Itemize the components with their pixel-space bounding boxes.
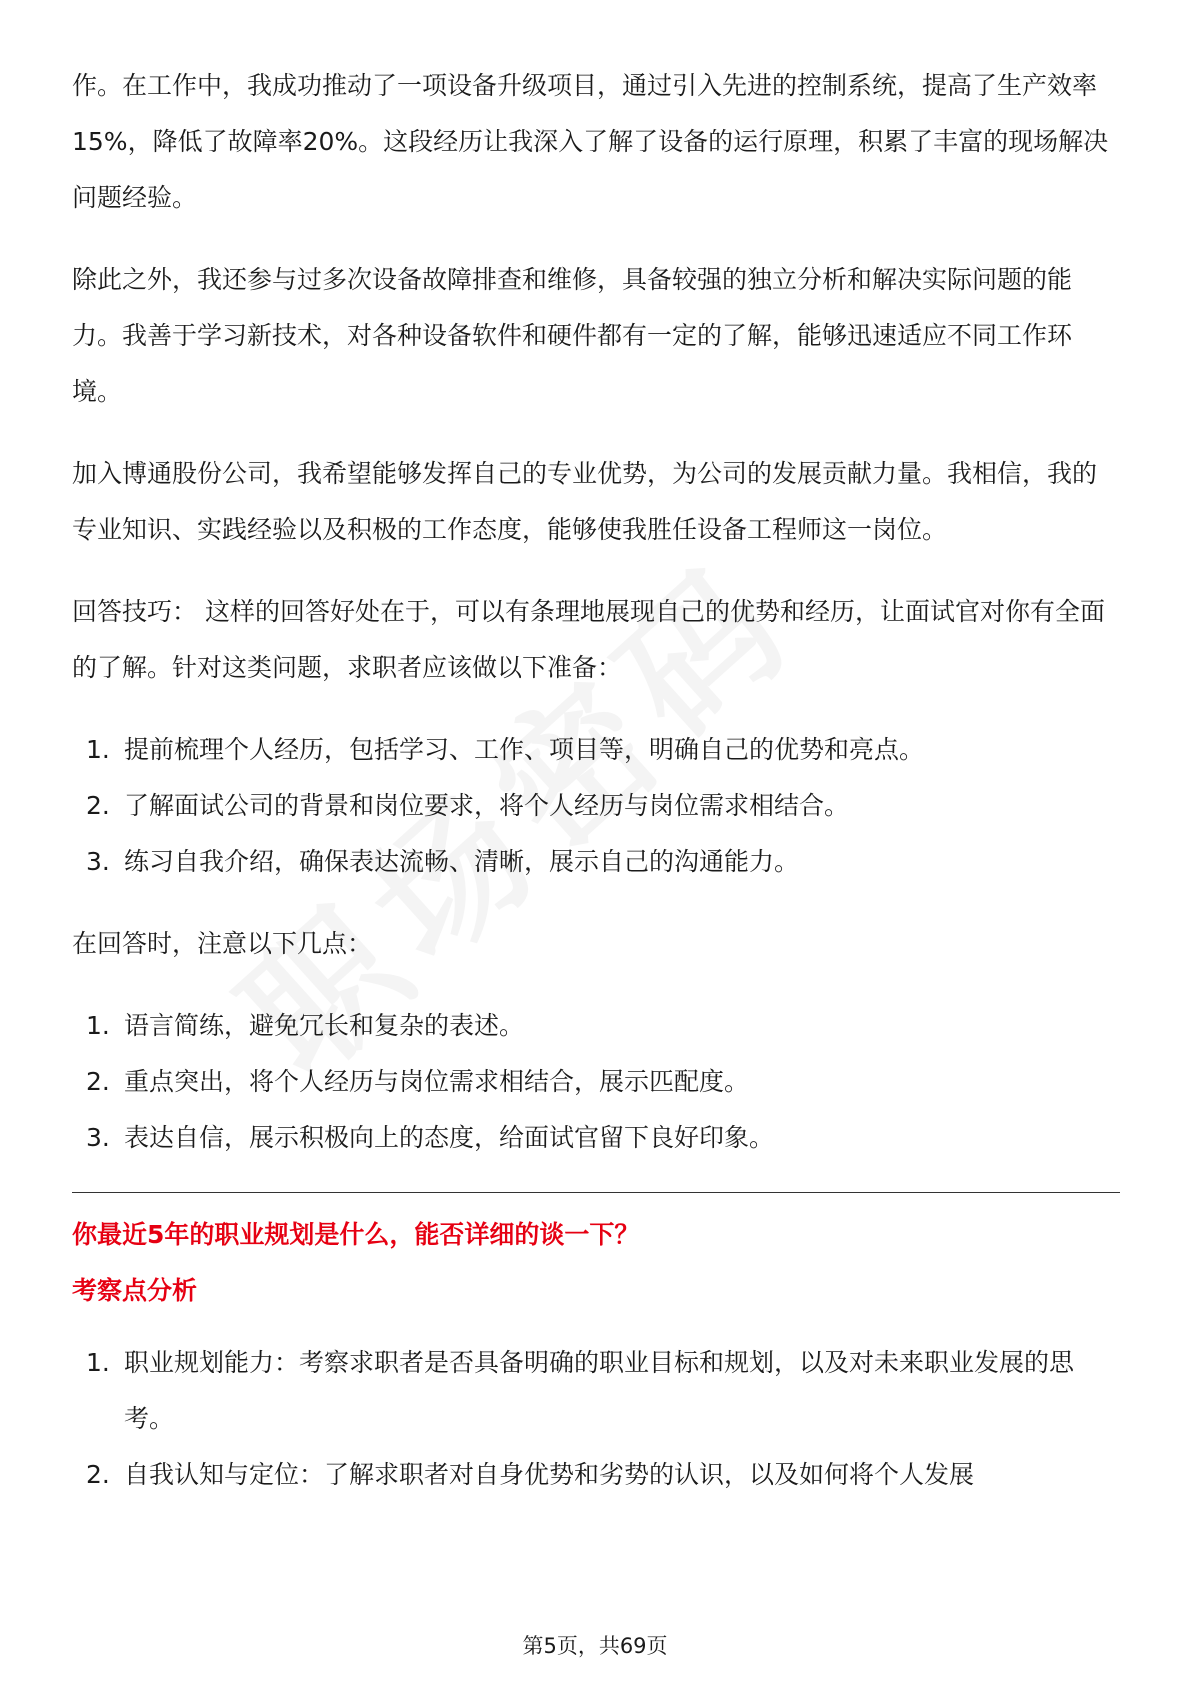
list-number: 3. [86,847,110,876]
list-number: 2. [86,791,110,820]
list-number: 1. [86,735,110,764]
list-item [72,998,1120,1054]
document-page [72,58,1120,1529]
list-text: 重点突出，将个人经历与岗位需求相结合，展示匹配度。 [124,1067,750,1096]
list-item [72,1054,1120,1110]
list-text: 提前梳理个人经历，包括学习、工作、项目等，明确自己的优势和亮点。 [124,735,925,764]
section-divider [72,1192,1120,1193]
paragraph-motivation: 加入博通股份公司，我希望能够发挥自己的专业优势，为公司的发展贡献力量。我相信，我的专业知识、实践经验以及积极的工作态度，能够使我胜任设备工程师这一岗位。 [72,459,1098,544]
list-item [72,1447,1120,1503]
tips-intro: 回答技巧： 这样的回答好处在于，可以有条理地展现自己的优势和经历，让面试官对你有全面的了解。针对这类问题，求职者应该做以下准备： [72,597,1105,682]
list-item [72,1335,1120,1447]
list-number: 2. [86,1460,110,1489]
list-text: 语言简练，避免冗长和复杂的表述。 [124,1011,525,1040]
list-item [72,834,1120,890]
analysis-heading: 考察点分析 [72,1276,198,1305]
analysis-list [72,1335,1120,1503]
list-text: 了解面试公司的背景和岗位要求，将个人经历与岗位需求相结合。 [124,791,850,820]
list-number: 1. [86,1348,110,1377]
list-item [72,722,1120,778]
list-number: 1. [86,1011,110,1040]
paragraph-skills: 除此之外，我还参与过多次设备故障排查和维修，具备较强的独立分析和解决实际问题的能力。我善于学习新技术，对各种设备软件和硬件都有一定的了解，能够迅速适应不同工作环境。 [72,265,1073,406]
page-footer: 第5页，共69页 [522,1634,668,1658]
preparation-list [72,722,1120,890]
notes-list [72,998,1120,1166]
notes-intro: 在回答时，注意以下几点： [72,929,373,958]
list-item [72,1110,1120,1166]
list-number: 2. [86,1067,110,1096]
question-heading: 你最近5年的职业规划是什么，能否详细的谈一下？ [72,1220,640,1249]
list-text: 练习自我介绍，确保表达流畅、清晰，展示自己的沟通能力。 [124,847,800,876]
list-item [72,778,1120,834]
list-text: 表达自信，展示积极向上的态度，给面试官留下良好印象。 [124,1123,775,1152]
paragraph-experience: 作。在工作中，我成功推动了一项设备升级项目，通过引入先进的控制系统，提高了生产效率15%，降低了故障率20%。这段经历让我深入了解了设备的运行原理，积累了丰富的现场解决问题经验。 [72,71,1109,212]
list-text: 职业规划能力：考察求职者是否具备明确的职业目标和规划，以及对未来职业发展的思考。 [124,1348,1075,1433]
list-text: 自我认知与定位：了解求职者对自身优势和劣势的认识，以及如何将个人发展 [124,1460,975,1489]
list-number: 3. [86,1123,110,1152]
